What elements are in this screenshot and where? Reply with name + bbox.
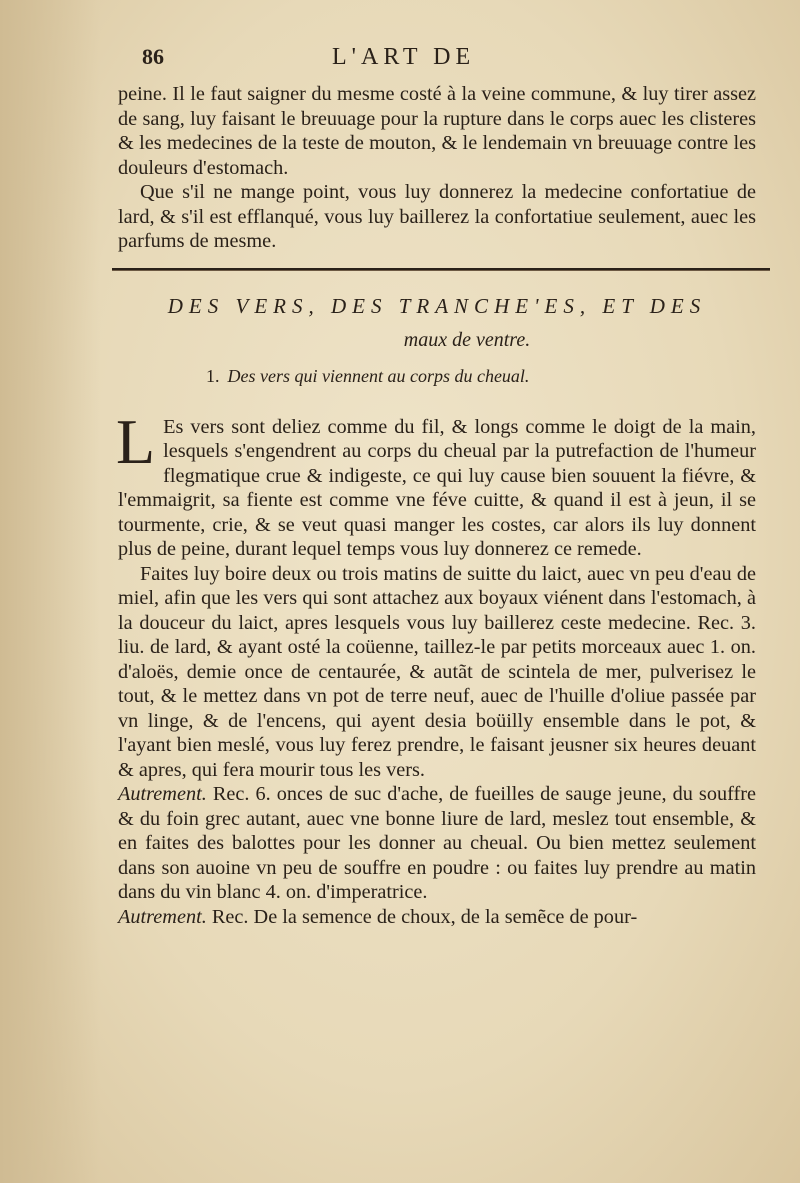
drop-cap-letter: L [116, 405, 156, 477]
chapter-subtitle: maux de ventre. [403, 328, 531, 351]
body-paragraph-2: Faites luy boire deux ou trois matins de suitte du laict, auec vn peu d'eau de miel, afin que les vers qui sont attachez aux boyaux viénent dans l'estomach, à la douceur du laict, apres lesquels vous luy baillerez ceste medecine. Rec. 3. liu. de lard, & ayant osté la coüenne, taillez-le par petits morceaux auec 1. on. d'aloës, demie once de centaurée, & autãt de scintela de mer, pulverisez le tout, & le mettez dans vn pot de terre neuf, auec de l'huille d'oliue passée par vn linge, & de l'encens, qui ayent desia boüilly ensemble dans le pot, & l'ayant bien meslé, vous luy ferez prendre, le faisant jeusner six heures deuant & apres, qui fera mourir tous les vers. [118, 562, 756, 781]
section-number: 1. [206, 365, 220, 386]
page-number: 86 [142, 44, 164, 69]
running-title: L'ART DE [332, 44, 476, 70]
autrement-label-2: Autrement. [118, 905, 207, 928]
body-paragraph-3 [118, 782, 756, 905]
body-paragraph-1-text: Es vers sont deliez comme du fil, & longs comme le doigt de la main, lesquels s'engendrent au corps du cheual par la putrefaction de l'humeur flegmatique crue & indigeste, ce qui luy cause bien souuent la fiévre, & l'emmaigrit, sa fiente est comme vne féve cuitte, & quand il est à jeun, il se tourmente, crie, & se veut quasi manger les costes, car alors ils luy donnent plus de peine, durant lequel temps vous luy donnerez ce remede. [118, 415, 756, 560]
chapter-title: DES VERS, DES TRANCHE'ES, ET DES [167, 293, 707, 318]
body-paragraph-3-text: Rec. 6. onces de suc d'ache, de fueilles de sauge jeune, du souffre & du foin grec autant, auec vne bonne liure de lard, meslez tout ensemble, & en faites des balottes pour les donner au cheual. Ou bien mettez seulement dans son auoine vn peu de souffre en poudre : ou faites luy prendre au matin dans du vin blanc 4. on. d'imperatrice. [118, 783, 756, 903]
intro-paragraph-2: Que s'il ne mange point, vous luy donnerez la medecine confortatiue de lard, & s'il est efflanqué, vous luy baillerez la confortatiue seulement, auec les parfums de mesme. [118, 181, 756, 252]
section-divider-rule [112, 268, 770, 271]
page-header [142, 44, 756, 82]
section-title: Des vers qui viennent au corps du cheual. [227, 365, 530, 386]
page-gutter-shadow [0, 0, 100, 1183]
body-paragraph-1 [116, 405, 756, 562]
intro-paragraph-1: peine. Il le faut saigner du mesme costé à la veine commune, & luy tirer assez de sang, luy faisant le breuuage pour la rupture dans le corps auec les clisteres & les medecines de la teste de mouton, & le lendemain vn breuuage contre les douleurs d'estomach. [118, 83, 756, 179]
body-paragraph-4-text: Rec. De la semence de choux, de la semẽce de pour- [211, 905, 638, 928]
section-heading [206, 366, 756, 387]
body-paragraph-4 [118, 905, 756, 930]
autrement-label-1: Autrement. [118, 783, 207, 805]
